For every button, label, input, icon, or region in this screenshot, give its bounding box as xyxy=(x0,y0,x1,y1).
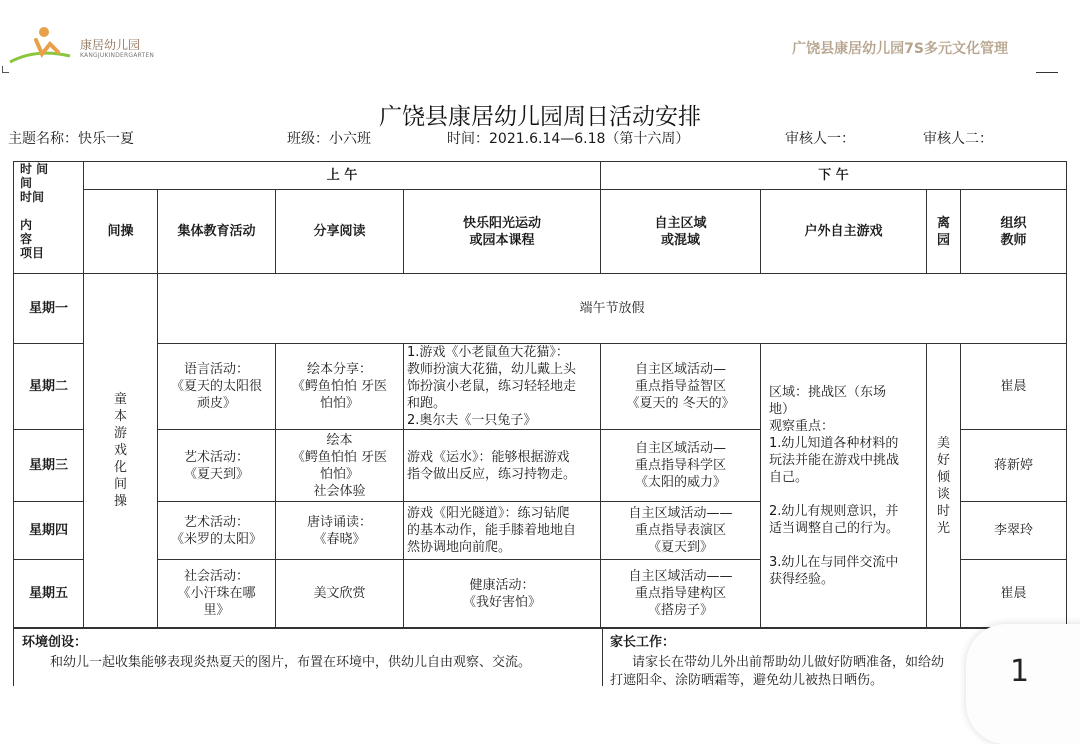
afternoon-header: 下 午 xyxy=(601,162,1067,190)
thu-sport: 游戏《阳光隧道》：练习钻爬 的基本动作，能手膝着地地自 然协调地向前爬。 xyxy=(404,502,601,560)
thu-area: 自主区域活动—— 重点指导表演区 《夏天到》 xyxy=(601,502,761,560)
col-sport: 快乐阳光运动 或园本课程 xyxy=(404,190,601,274)
environment-text: 和幼儿一起收集能够表现炎热夏天的图片，布置在环境中，供幼儿自由观察、交流。 xyxy=(50,655,532,670)
day-monday: 星期一 xyxy=(14,274,84,344)
col-group-activity: 集体教育活动 xyxy=(158,190,276,274)
parent-work-title: 家长工作： xyxy=(610,635,676,650)
thu-teacher: 李翠玲 xyxy=(961,502,1067,560)
day-friday: 星期五 xyxy=(14,560,84,628)
morning-header: 上 午 xyxy=(84,162,601,190)
crop-mark-left xyxy=(2,66,9,73)
wed-group: 艺术活动： 《夏天到》 xyxy=(158,430,276,502)
day-wednesday: 星期三 xyxy=(14,430,84,502)
page-number: 1 xyxy=(1010,654,1030,689)
schedule-table xyxy=(13,161,1067,628)
logo-subtext: KANGJUKINDERGARTEN xyxy=(80,52,155,59)
time-label: 时间：2021.6.14—6.18（第十六周） xyxy=(447,131,690,147)
theme-label: 主题名称：快乐一夏 xyxy=(8,131,134,147)
wed-teacher: 蒋新婷 xyxy=(961,430,1067,502)
tue-group: 语言活动： 《夏天的太阳很 顽皮》 xyxy=(158,344,276,430)
fri-area: 自主区域活动—— 重点指导建构区 《搭房子》 xyxy=(601,560,761,628)
exercise-cell: 童 本 游 戏 化 间 操 xyxy=(84,274,158,628)
fri-teacher: 崔晨 xyxy=(961,560,1067,628)
wed-reading: 绘本 《鳄鱼怕怕 牙医 怕怕》 社会体验 xyxy=(276,430,404,502)
fri-sport: 健康活动： 《我好害怕》 xyxy=(404,560,601,628)
col-reading: 分享阅读 xyxy=(276,190,404,274)
tue-teacher: 崔晨 xyxy=(961,344,1067,430)
day-thursday: 星期四 xyxy=(14,502,84,560)
col-exercise: 间操 xyxy=(84,190,158,274)
crop-mark-right xyxy=(1036,72,1058,73)
col-area: 自主区域 或混域 xyxy=(601,190,761,274)
notes-section xyxy=(13,628,1068,686)
fri-reading: 美文欣赏 xyxy=(276,560,404,628)
parent-work-text-2: 打遮阳伞、涂防晒霜等，避免幼儿被热日晒伤。 xyxy=(610,673,884,688)
notes-divider xyxy=(602,629,603,686)
class-label: 班级：小六班 xyxy=(287,131,371,147)
tue-area: 自主区域活动— 重点指导益智区 《夏天的 冬天的》 xyxy=(601,344,761,430)
document-title: 广饶县康居幼儿园周日活动安排 xyxy=(379,104,701,130)
thu-group: 艺术活动： 《米罗的太阳》 xyxy=(158,502,276,560)
col-teacher: 组织 教师 xyxy=(961,190,1067,274)
fri-group: 社会活动： 《小汗珠在哪 里》 xyxy=(158,560,276,628)
brand-title: 广饶县康居幼儿园7S多元文化管理 xyxy=(792,41,1008,57)
reviewer-one-label: 审核人一： xyxy=(785,131,855,147)
parent-work-text-1: 请家长在带幼儿外出前帮助幼儿做好防晒准备，如给幼 xyxy=(632,655,945,670)
tue-sport: 1.游戏《小老鼠鱼大花猫》： 教师扮演大花猫，幼儿戴上头 饰扮演小老鼠，练习轻轻地走 和跑。 2.奥尔夫《一只兔子》 xyxy=(404,344,601,430)
reviewer-two-label: 审核人二： xyxy=(923,131,993,147)
col-leave: 离 园 xyxy=(927,190,961,274)
outdoor-cell: 区域：挑战区（东场 地） 观察重点： 1.幼儿知道各种材料的 玩法并能在游戏中挑战 自己。 2.幼儿有规则意识，并 适当调整自己的行为。 3.幼儿在与同伴交流中 获得经验。 xyxy=(761,344,927,628)
col-outdoor: 户外自主游戏 xyxy=(761,190,927,274)
day-tuesday: 星期二 xyxy=(14,344,84,430)
holiday-cell: 端午节放假 xyxy=(158,274,1067,344)
header-corner-cell: 时 间 间 时间 内 容 项目 xyxy=(14,162,84,274)
wed-area: 自主区域活动— 重点指导科学区 《太阳的威力》 xyxy=(601,430,761,502)
leave-cell: 美 好 倾 谈 时 光 xyxy=(927,344,961,628)
tue-reading: 绘本分享： 《鳄鱼怕怕 牙医 怕怕》 xyxy=(276,344,404,430)
thu-reading: 唐诗诵读： 《春晓》 xyxy=(276,502,404,560)
environment-title: 环境创设： xyxy=(22,635,88,650)
logo-text: 康居幼儿园 xyxy=(80,38,141,52)
wed-sport: 游戏《运水》：能够根据游戏 指令做出反应，练习持物走。 xyxy=(404,430,601,502)
